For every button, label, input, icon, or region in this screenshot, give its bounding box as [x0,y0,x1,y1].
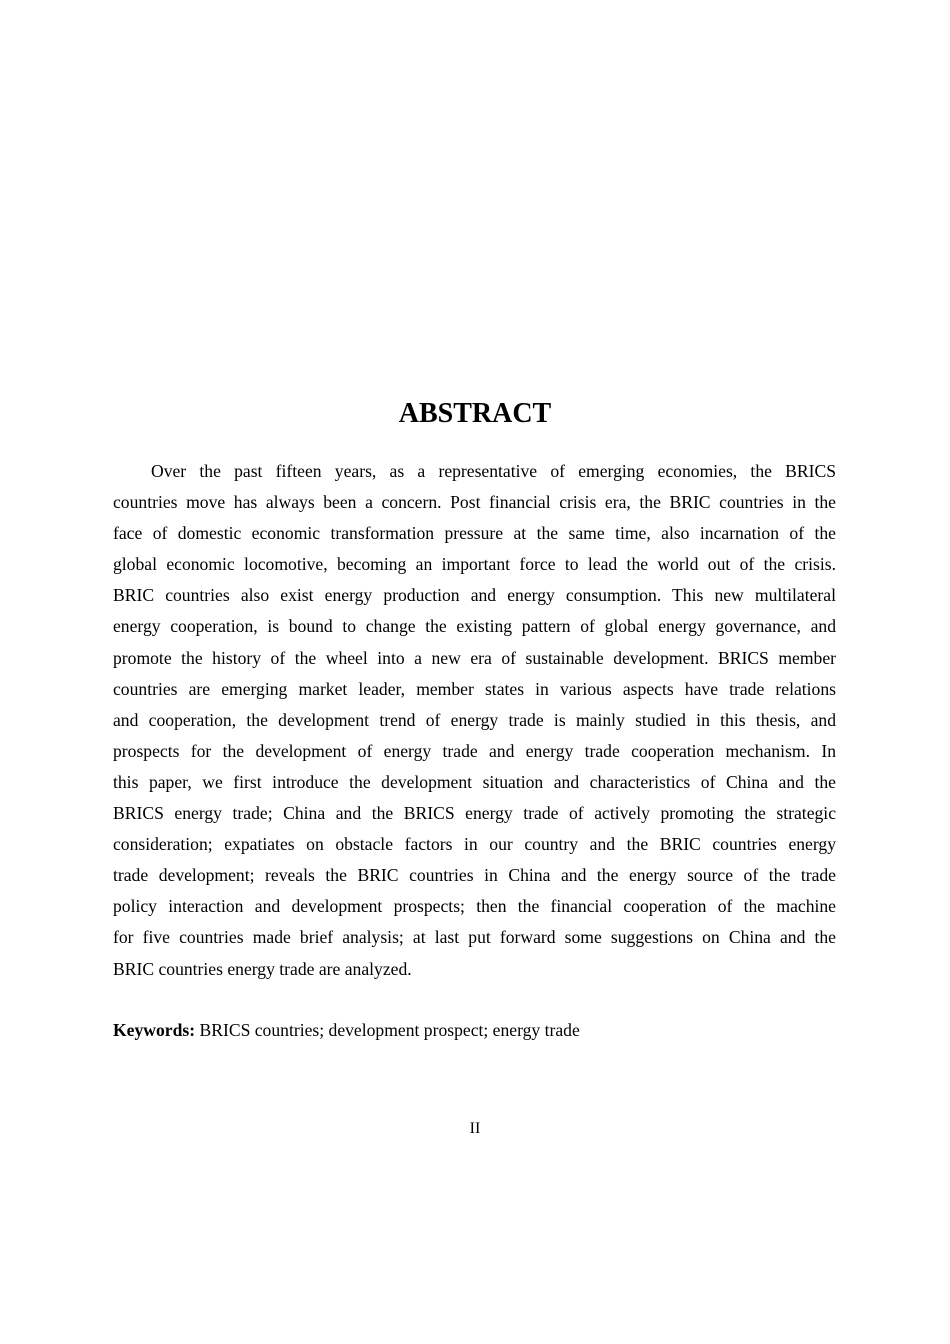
abstract-line: promote the history of the wheel into a new era of sustainable development. BRICS member [113,647,836,668]
abstract-line: countries are emerging market leader, member states in various aspects have trade relations [113,678,836,699]
abstract-line: policy interaction and development prospects; then the financial cooperation of the machine [113,896,836,917]
abstract-body [113,456,836,985]
abstract-line: consideration; expatiates on obstacle factors in our country and the BRIC countries energy [113,834,836,855]
abstract-line: trade development; reveals the BRIC countries in China and the energy source of the trade [113,865,836,886]
abstract-line: Over the past fifteen years, as a representative of emerging economies, the BRICS [151,461,836,481]
abstract-line: face of domestic economic transformation pressure at the same time, also incarnation of the [113,523,836,544]
abstract-line: countries move has always been a concern. Post financial crisis era, the BRIC countries in the [113,492,836,513]
keywords-value: BRICS countries; development prospect; energy trade [199,1020,580,1040]
abstract-line: BRIC countries also exist energy production and energy consumption. This new multilateral [113,585,836,606]
abstract-line: energy cooperation, is bound to change the existing pattern of global energy governance, and [113,616,836,637]
abstract-line: global economic locomotive, becoming an important force to lead the world out of the crisis. [113,554,836,575]
abstract-line: BRIC countries energy trade are analyzed. [113,958,412,979]
page-number: II [469,1120,481,1137]
abstract-line: for five countries made brief analysis; at last put forward some suggestions on China and the [113,927,836,948]
abstract-line: BRICS energy trade; China and the BRICS energy trade of actively promoting the strategic [113,803,836,824]
keywords [113,1015,580,1046]
abstract-line: and cooperation, the development trend of energy trade is mainly studied in this thesis, and [113,709,836,730]
keywords-label: Keywords: [113,1020,196,1040]
abstract-line: this paper, we first introduce the development situation and characteristics of China and the [113,771,836,792]
abstract-heading: ABSTRACT [398,398,552,429]
abstract-line: prospects for the development of energy trade and energy trade cooperation mechanism. In [113,740,836,761]
